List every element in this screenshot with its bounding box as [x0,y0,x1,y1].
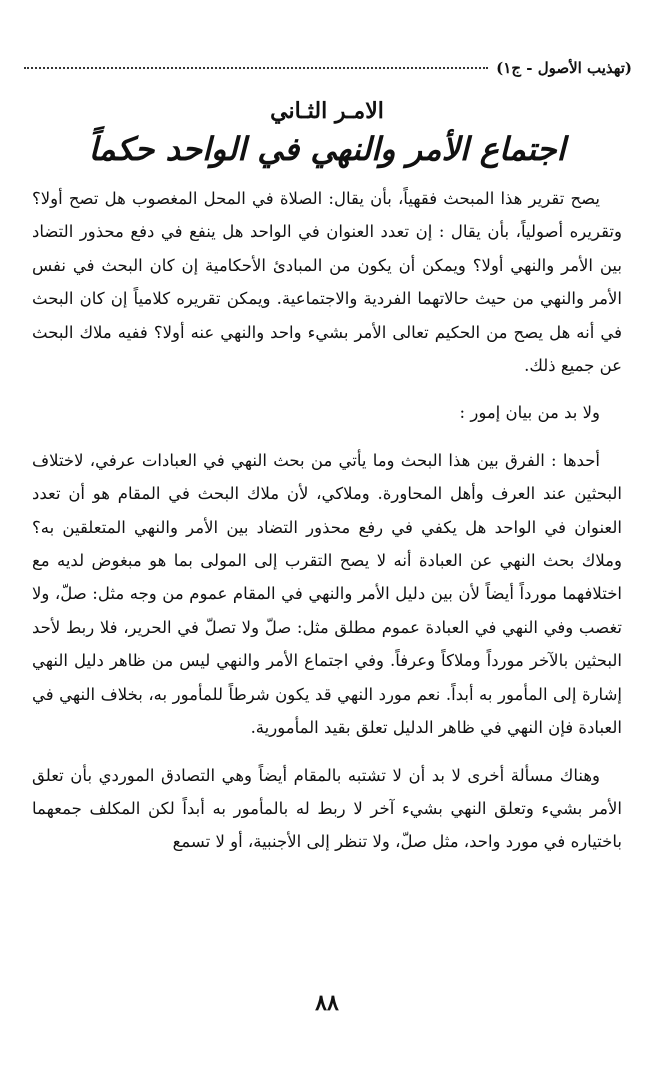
paragraph-another-issue: وهناك مسألة أخرى لا بد أن لا تشتبه بالمقام أيضاً وهي التصادق الموردي بأن تعلق الأمر بشيء وتعلق النهي بشيء آخر لا ربط له بالمأمور به أبداً لكن المكلف جمعهما باختياره في مورد واحد، مثل صلّ، ولا تنظر إلى الأجنبية، أو لا تسمع [32,765,622,852]
running-head [22,56,632,80]
section-title: اجتماع الأمر والنهي في الواحد حكماً [88,130,566,168]
section-label: الامـر الثـاني [270,98,384,124]
body-text [32,182,622,859]
paragraph-first-matter: أحدها : الفرق بين هذا البحث وما يأتي من بحث النهي في العبادات عرفي، لاختلاف البحثين عند العرف وأهل المحاورة. وملاكي، لأن ملاك البحث في المقام هو أن تعدد العنوان في الواحد هل يكفي في رفع محذور التضاد بين الأمر والنهي المتعلقين به؟ وملاك بحث النهي عن العبادة أنه لا يصح التقرب إلى المولى بما هو مبغوض لديه مع اختلافهما مورداً أيضاً لأن بين دليل الأمر والنهي في المقام عموم من وجه مثل: صلّ، ولا تغصب وفي النهي في العبادة عموم مطلق مثل: صلّ ولا تصلّ في الحرير، فلا ربط لأحد البحثين بالآخر مورداً وملاكاً وعرفاً. وفي اجتماع الأمر والنهي ليس من ظاهر دليل النهي إشارة إلى المأمور به أبداً. نعم مورد النهي قد يكون شرطاً للمأمور به، بخلاف النهي في العبادة فإن النهي في ظاهر الدليل تعلق بقيد المأمورية. [32,450,622,738]
running-head-title: (تهذيب الأصول - ج١) [496,59,632,77]
paragraph-intro: يصح تقرير هذا المبحث فقهياً، بأن يقال: الصلاة في المحل المغصوب هل تصح أولا؟ وتقريره أصولياً، بأن يقال : إن تعدد العنوان في الواحد هل ينفع في دفع محذور التضاد بين الأمر والنهي أولا؟ ويمكن أن يكون من المبادئ الأحكامية إن كان البحث في نفس الأمر والنهي من حيث حالاتهما الفردية والاجتماعية. ويمكن تقريره كلامياً إن كان البحث في أنه هل يصح من الحكيم تعالى الأمر بشيء واحد والنهي عنه أولا؟ ففيه ملاك البحث عن جميع ذلك. [32,189,622,376]
page-number: ٨٨ [315,990,339,1016]
running-head-leader-dots [24,67,488,69]
paragraph-matters-heading: ولا بد من بيان إمور : [459,403,600,423]
